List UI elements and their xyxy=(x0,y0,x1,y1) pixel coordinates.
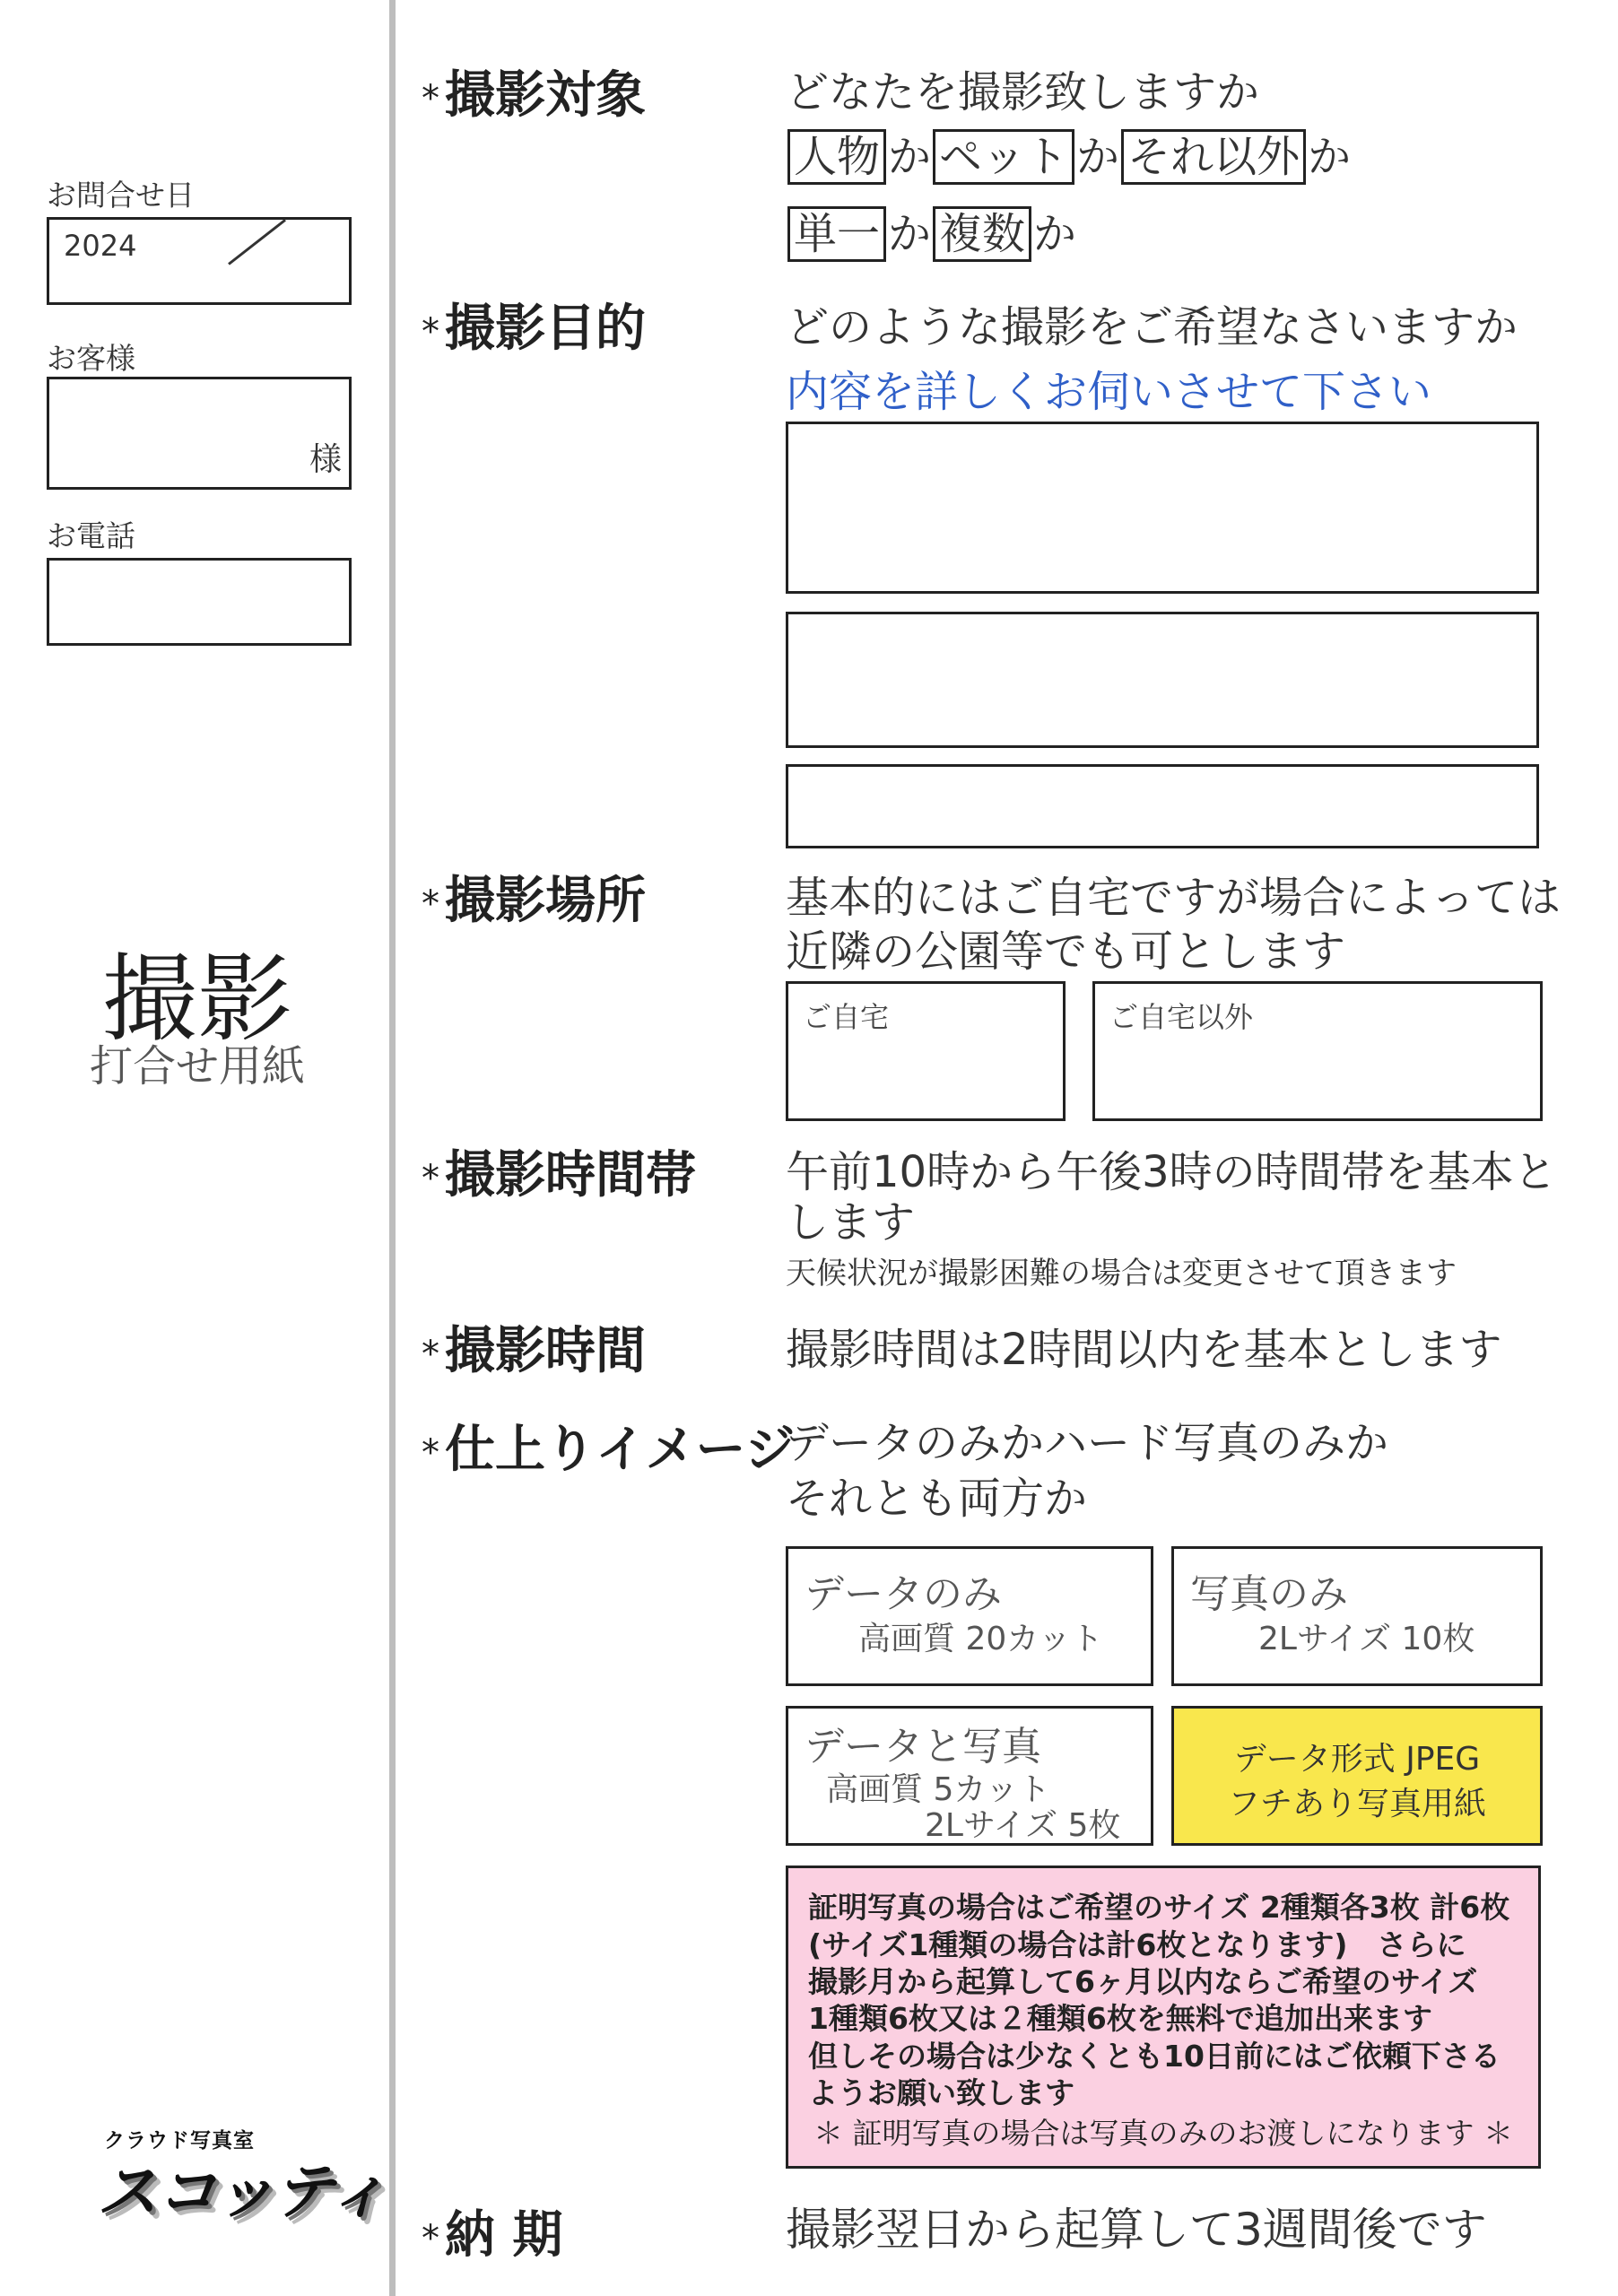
option-photo-only[interactable] xyxy=(1171,1546,1543,1686)
notice-line: (サイズ1種類の場合は計6枚となります) さらに xyxy=(808,1927,1466,1962)
duration-line1: 撮影時間は2時間以内を基本とします xyxy=(786,1325,1502,1375)
location-heading-text: 撮影場所 xyxy=(445,872,646,930)
ka-text: か xyxy=(1308,132,1352,182)
finish-heading-text: 仕上りイメージ xyxy=(445,1421,796,1479)
ka-text: か xyxy=(888,132,932,182)
duration-heading-text: 撮影時間 xyxy=(445,1322,646,1380)
asterisk-icon: * xyxy=(422,1333,439,1375)
subject-question: どなたを撮影致しますか xyxy=(786,67,1260,117)
phone-label: お電話 xyxy=(47,518,135,553)
option-photo-only-title: 写真のみ xyxy=(1190,1571,1348,1617)
purpose-input-3[interactable] xyxy=(786,764,1539,848)
location-other-box[interactable] xyxy=(1092,981,1543,1121)
location-line2: 近隣の公園等でも可とします xyxy=(786,926,1346,977)
page-title: 撮影 xyxy=(102,944,292,1055)
option-person[interactable]: 人物 xyxy=(787,129,886,185)
format-info-line2: フチあり写真用紙 xyxy=(1227,1786,1486,1822)
location-home-box[interactable] xyxy=(786,981,1066,1121)
inquiry-date-field[interactable] xyxy=(47,217,352,305)
location-heading xyxy=(422,861,646,933)
finish-heading xyxy=(422,1410,795,1482)
option-data-and-photo-title: データと写真 xyxy=(805,1724,1041,1770)
ka-text: か xyxy=(1076,132,1120,182)
notice-line: ようお願い致します xyxy=(808,2075,1074,2110)
option-other[interactable]: それ以外 xyxy=(1121,129,1306,185)
finish-line2: それとも両方か xyxy=(786,1474,1088,1524)
date-slash xyxy=(228,219,286,265)
subject-options-row2 xyxy=(786,199,1076,262)
timeslot-note: 天候状況が撮影困難の場合は変更させて頂きます xyxy=(786,1256,1457,1292)
option-data-only-sub: 高画質 20カット xyxy=(858,1621,1103,1657)
location-home-label: ご自宅 xyxy=(803,1000,890,1034)
ka-text: か xyxy=(1033,209,1077,259)
timeslot-line1: 午前10時から午後3時の時間帯を基本と xyxy=(786,1147,1557,1197)
purpose-input-1[interactable] xyxy=(786,422,1539,594)
asterisk-icon: * xyxy=(422,883,439,925)
logo: スコッティ xyxy=(97,2157,387,2228)
delivery-heading xyxy=(422,2196,563,2267)
purpose-note: 内容を詳しくお伺いさせて下さい xyxy=(786,367,1432,417)
option-pet[interactable]: ペット xyxy=(933,129,1074,185)
option-data-and-photo-sub1: 高画質 5カット xyxy=(826,1771,1050,1808)
customer-suffix: 様 xyxy=(309,441,342,478)
purpose-heading xyxy=(422,289,646,361)
id-photo-notice xyxy=(786,1866,1541,2169)
finish-line1: データのみかハード写真のみか xyxy=(786,1418,1389,1468)
inquiry-date-year: 2024 xyxy=(64,229,137,263)
inquiry-date-label: お問合せ日 xyxy=(47,178,195,213)
location-other-label: ご自宅以外 xyxy=(1109,1000,1254,1034)
column-divider xyxy=(389,0,396,2296)
location-line1: 基本的にはご自宅ですが場合によっては xyxy=(786,873,1561,923)
format-info-line1: データ形式 JPEG xyxy=(1233,1741,1481,1778)
asterisk-icon: * xyxy=(422,2217,439,2259)
ka-text: か xyxy=(888,209,932,259)
asterisk-icon: * xyxy=(422,310,439,352)
format-info-box xyxy=(1171,1706,1543,1846)
option-multiple[interactable]: 複数 xyxy=(933,206,1031,262)
duration-heading xyxy=(422,1311,646,1383)
option-data-only[interactable] xyxy=(786,1546,1153,1686)
page-subtitle: 打合せ用紙 xyxy=(89,1041,305,1091)
option-data-and-photo[interactable] xyxy=(786,1706,1153,1846)
option-single[interactable]: 単一 xyxy=(787,206,886,262)
customer-label: お客様 xyxy=(47,341,135,376)
asterisk-icon: * xyxy=(422,1157,439,1199)
delivery-line1: 撮影翌日から起算して3週間後です xyxy=(786,2204,1487,2256)
timeslot-heading xyxy=(422,1135,696,1207)
delivery-heading-text: 納 期 xyxy=(445,2206,563,2265)
notice-footnote: ＊ 証明写真の場合は写真のみのお渡しになります ＊ xyxy=(813,2116,1513,2151)
option-data-only-title: データのみ xyxy=(805,1571,1002,1617)
asterisk-icon: * xyxy=(422,77,439,119)
phone-field[interactable] xyxy=(47,558,352,646)
purpose-question: どのような撮影をご希望なさいますか xyxy=(786,302,1518,352)
notice-line: 撮影月から起算して6ヶ月以内ならご希望のサイズ xyxy=(808,1964,1478,1999)
notice-line: 証明写真の場合はご希望のサイズ 2種類各3枚 計6枚 xyxy=(808,1890,1510,1925)
logo-small-text: クラウド写真室 xyxy=(104,2129,255,2152)
notice-line: 但しその場合は少なくとも10日前にはご依頼下さる xyxy=(808,2039,1501,2074)
subject-heading xyxy=(422,56,646,127)
subject-options-row1 xyxy=(786,122,1351,185)
notice-line: 1種類6枚又は２種類6枚を無料で追加出来ます xyxy=(808,2001,1432,2036)
option-photo-only-sub: 2Lサイズ 10枚 xyxy=(1258,1621,1475,1657)
purpose-input-2[interactable] xyxy=(786,612,1539,748)
subject-heading-text: 撮影対象 xyxy=(445,66,646,125)
customer-name-field[interactable] xyxy=(47,377,352,490)
asterisk-icon: * xyxy=(422,1431,439,1474)
timeslot-line2: します xyxy=(786,1197,916,1248)
timeslot-heading-text: 撮影時間帯 xyxy=(445,1146,696,1205)
option-data-and-photo-sub2: 2Lサイズ 5枚 xyxy=(925,1807,1121,1844)
purpose-heading-text: 撮影目的 xyxy=(445,300,646,358)
